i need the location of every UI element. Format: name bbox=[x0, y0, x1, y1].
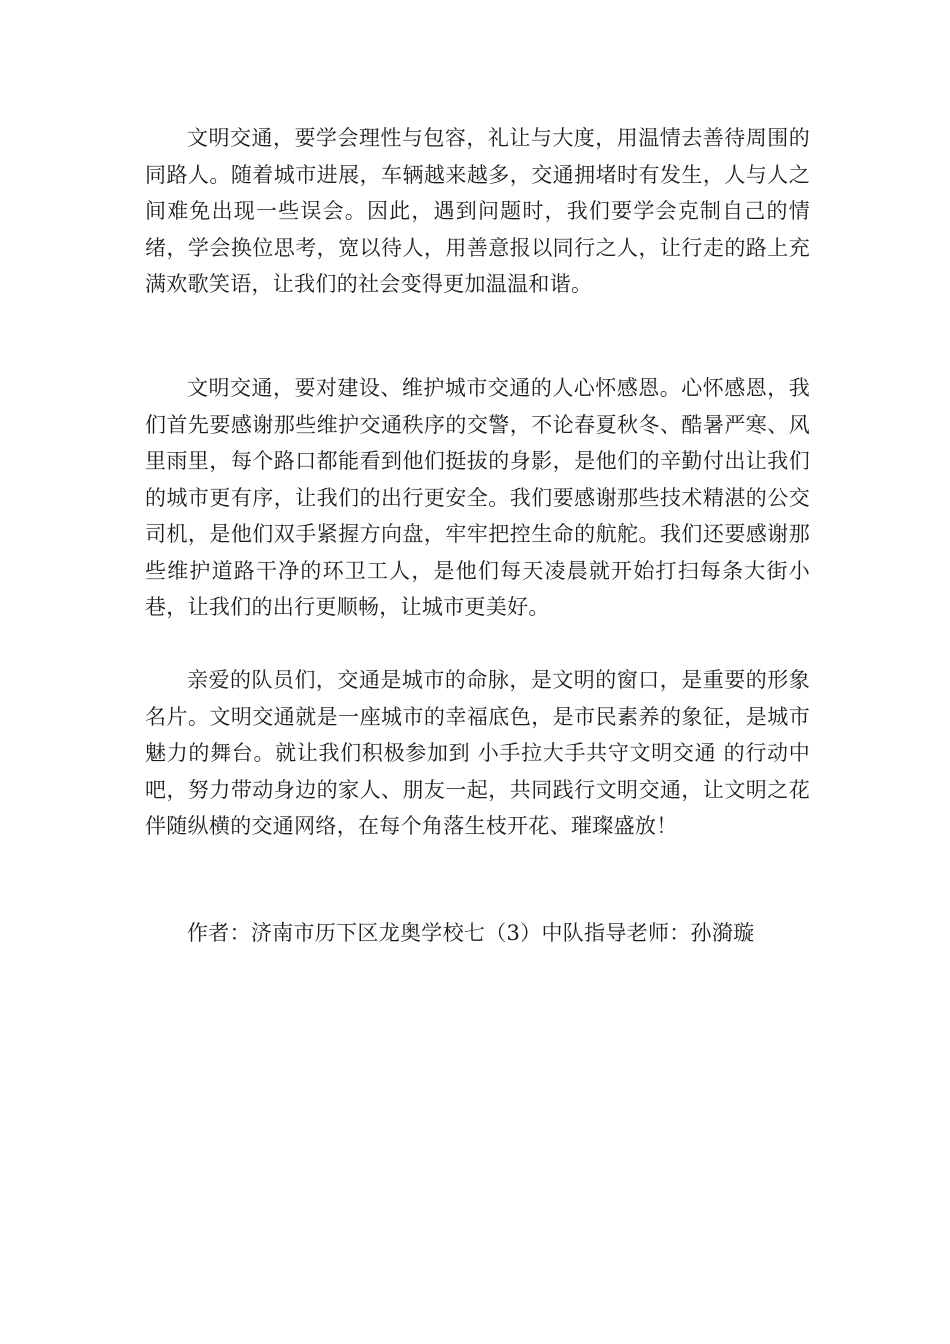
paragraph-gratitude: 文明交通，要对建设、维护城市交通的人心怀感恩。心怀感恩，我们首先要感谢那些维护交通秩序的交警，不论春夏秋冬、酷暑严寒、风里雨里，每个路口都能看到他们挺拔的身影，是他们的辛勤付出让我们的城市更有序，让我们的出行更安全。我们要感谢那些技术精湛的公交司机，是他们双手紧握方向盘，牢牢把控生命的航舵。我们还要感谢那些维护道路干净的环卫工人，是他们每天凌晨就开始打扫每条大街小巷，让我们的出行更顺畅，让城市更美好。 bbox=[145, 376, 810, 619]
paragraph-civility-tolerance: 文明交通，要学会理性与包容，礼让与大度，用温情去善待周围的同路人。随着城市进展，车辆越来越多，交通拥堵时有发生，人与人之间难免出现一些误会。因此，遇到问题时，我们要学会克制自己的情绪，学会换位思考，宽以待人，用善意报以同行之人，让行走的路上充满欢歌笑语，让我们的社会变得更加温温和谐。 bbox=[145, 126, 810, 296]
paragraph-call-to-action: 亲爱的队员们，交通是城市的命脉，是文明的窗口，是重要的形象名片。文明交通就是一座城市的幸福底色，是市民素养的象征，是城市魅力的舞台。就让我们积极参加到 小手拉大手共守文明交通 的行动中吧，努力带动身边的家人、朋友一起，共同践行文明交通，让文明之花伴随纵横的交通网络，在每个角落生枝开花、璀璨盛放！ bbox=[145, 668, 810, 838]
author-line: 作者：济南市历下区龙奥学校七（3）中队指导老师：孙漪璇 bbox=[187, 921, 755, 945]
